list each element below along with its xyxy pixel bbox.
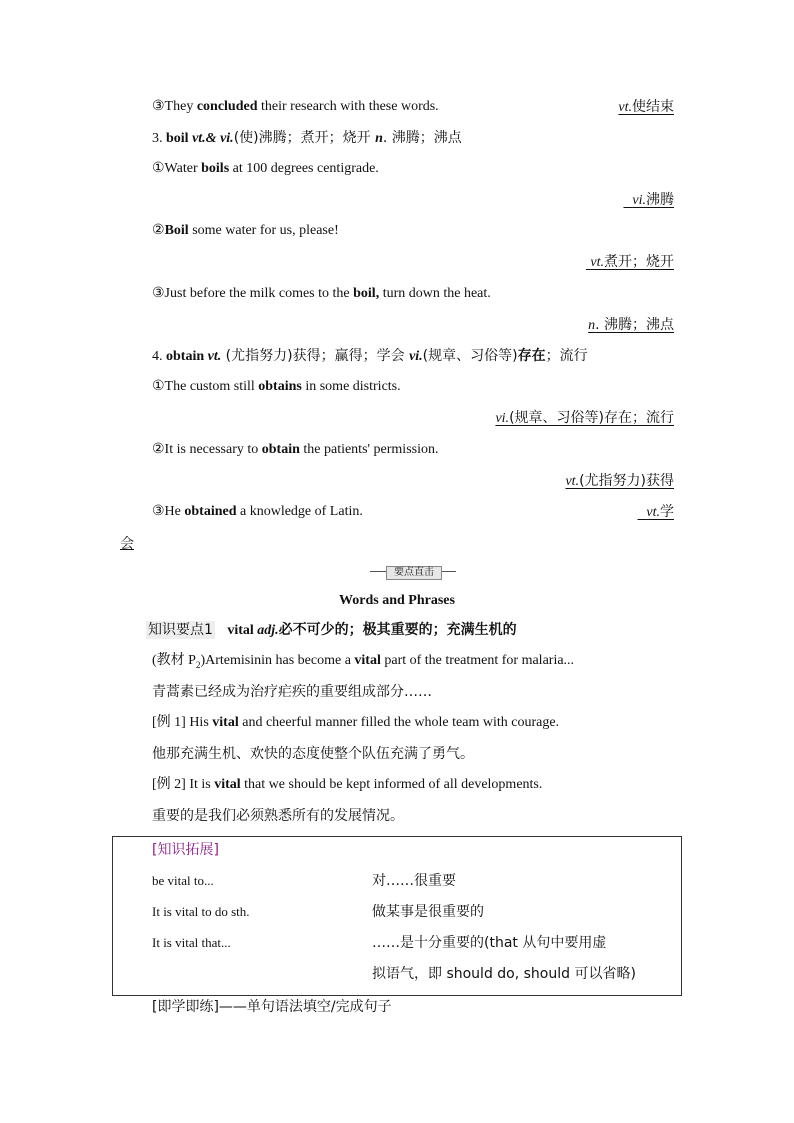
example-obtain-1: ①The custom still obtains in some districts. bbox=[152, 379, 401, 394]
entry-boil: 3. boil vt.& vi.(使)沸腾；煮开；烧开 n. 沸腾；沸点 bbox=[152, 130, 462, 146]
point-tag: 知识要点1 bbox=[148, 622, 213, 638]
expansion-row-zh: 对……很重要 bbox=[372, 873, 456, 889]
meaning-obtain-3: vt.学 bbox=[646, 504, 674, 520]
section-badge: 要点直击 bbox=[370, 566, 456, 578]
example-2: [例 2] It is vital that we should be kept informed of all developments. bbox=[152, 777, 543, 792]
expansion-row-zh: 做某事是很重要的 bbox=[372, 904, 484, 920]
meaning-obtain-3-wrap: 会 bbox=[120, 536, 134, 552]
example-obtain-3: ③He obtained a knowledge of Latin. bbox=[152, 504, 363, 519]
meaning-boil-1: vi.沸腾 bbox=[632, 192, 674, 208]
meaning-obtain-1: vi.(规章、习俗等)存在；流行 bbox=[495, 410, 674, 426]
expansion-title: [知识拓展] bbox=[152, 842, 219, 858]
example-1: [例 1] His vital and cheerful manner filled the whole team with courage. bbox=[152, 715, 560, 730]
point-title: 知识要点1 vital adj.必不可少的；极其重要的；充满生机的 bbox=[148, 622, 517, 638]
textbook-example: (教材 $P_2)Artemisinin$ has become a vital part of the treatment for malaria... bbox=[152, 653, 575, 670]
example-2-translation: 重要的是我们必须熟悉所有的发展情况。 bbox=[152, 808, 404, 824]
meaning-boil-3: n. 沸腾；沸点 bbox=[588, 317, 674, 333]
meaning-concluded: vt.使结束 bbox=[618, 99, 674, 115]
practice-heading: [即学即练]——单句语法填空/完成句子 bbox=[152, 999, 392, 1015]
section-heading: Words and Phrases bbox=[339, 593, 455, 608]
expansion-row-zh: ……是十分重要的(that 从句中要用虚 bbox=[372, 935, 607, 951]
example-obtain-2: ②It is necessary to obtain the patients' permission. bbox=[152, 442, 439, 457]
expansion-row-en: It is vital to do sth. bbox=[152, 904, 250, 919]
expansion-row-cont: 拟语气，即 should do, should 可以省略) bbox=[372, 966, 636, 982]
example-concluded: ③They concluded their research with these words. bbox=[152, 99, 439, 114]
meaning-obtain-2: vt.(尤指努力)获得 bbox=[565, 473, 674, 489]
entry-obtain: 4. obtain vt. (尤指努力)获得；赢得；学会 vi.(规章、习俗等)存在；流行 bbox=[152, 348, 588, 364]
example-boil-1: ①Water boils at 100 degrees centigrade. bbox=[152, 161, 379, 176]
example-boil-3: ③Just before the milk comes to the boil, turn down the heat. bbox=[152, 286, 491, 301]
expansion-row-en: It is vital that... bbox=[152, 935, 231, 950]
example-boil-2: ②Boil some water for us, please! bbox=[152, 223, 339, 238]
expansion-row-en: be vital to... bbox=[152, 873, 214, 888]
example-1-translation: 他那充满生机、欢快的态度使整个队伍充满了勇气。 bbox=[152, 746, 474, 762]
meaning-boil-2: vt.煮开；烧开 bbox=[590, 254, 674, 270]
textbook-translation: 青蒿素已经成为治疗疟疾的重要组成部分…… bbox=[152, 684, 432, 700]
